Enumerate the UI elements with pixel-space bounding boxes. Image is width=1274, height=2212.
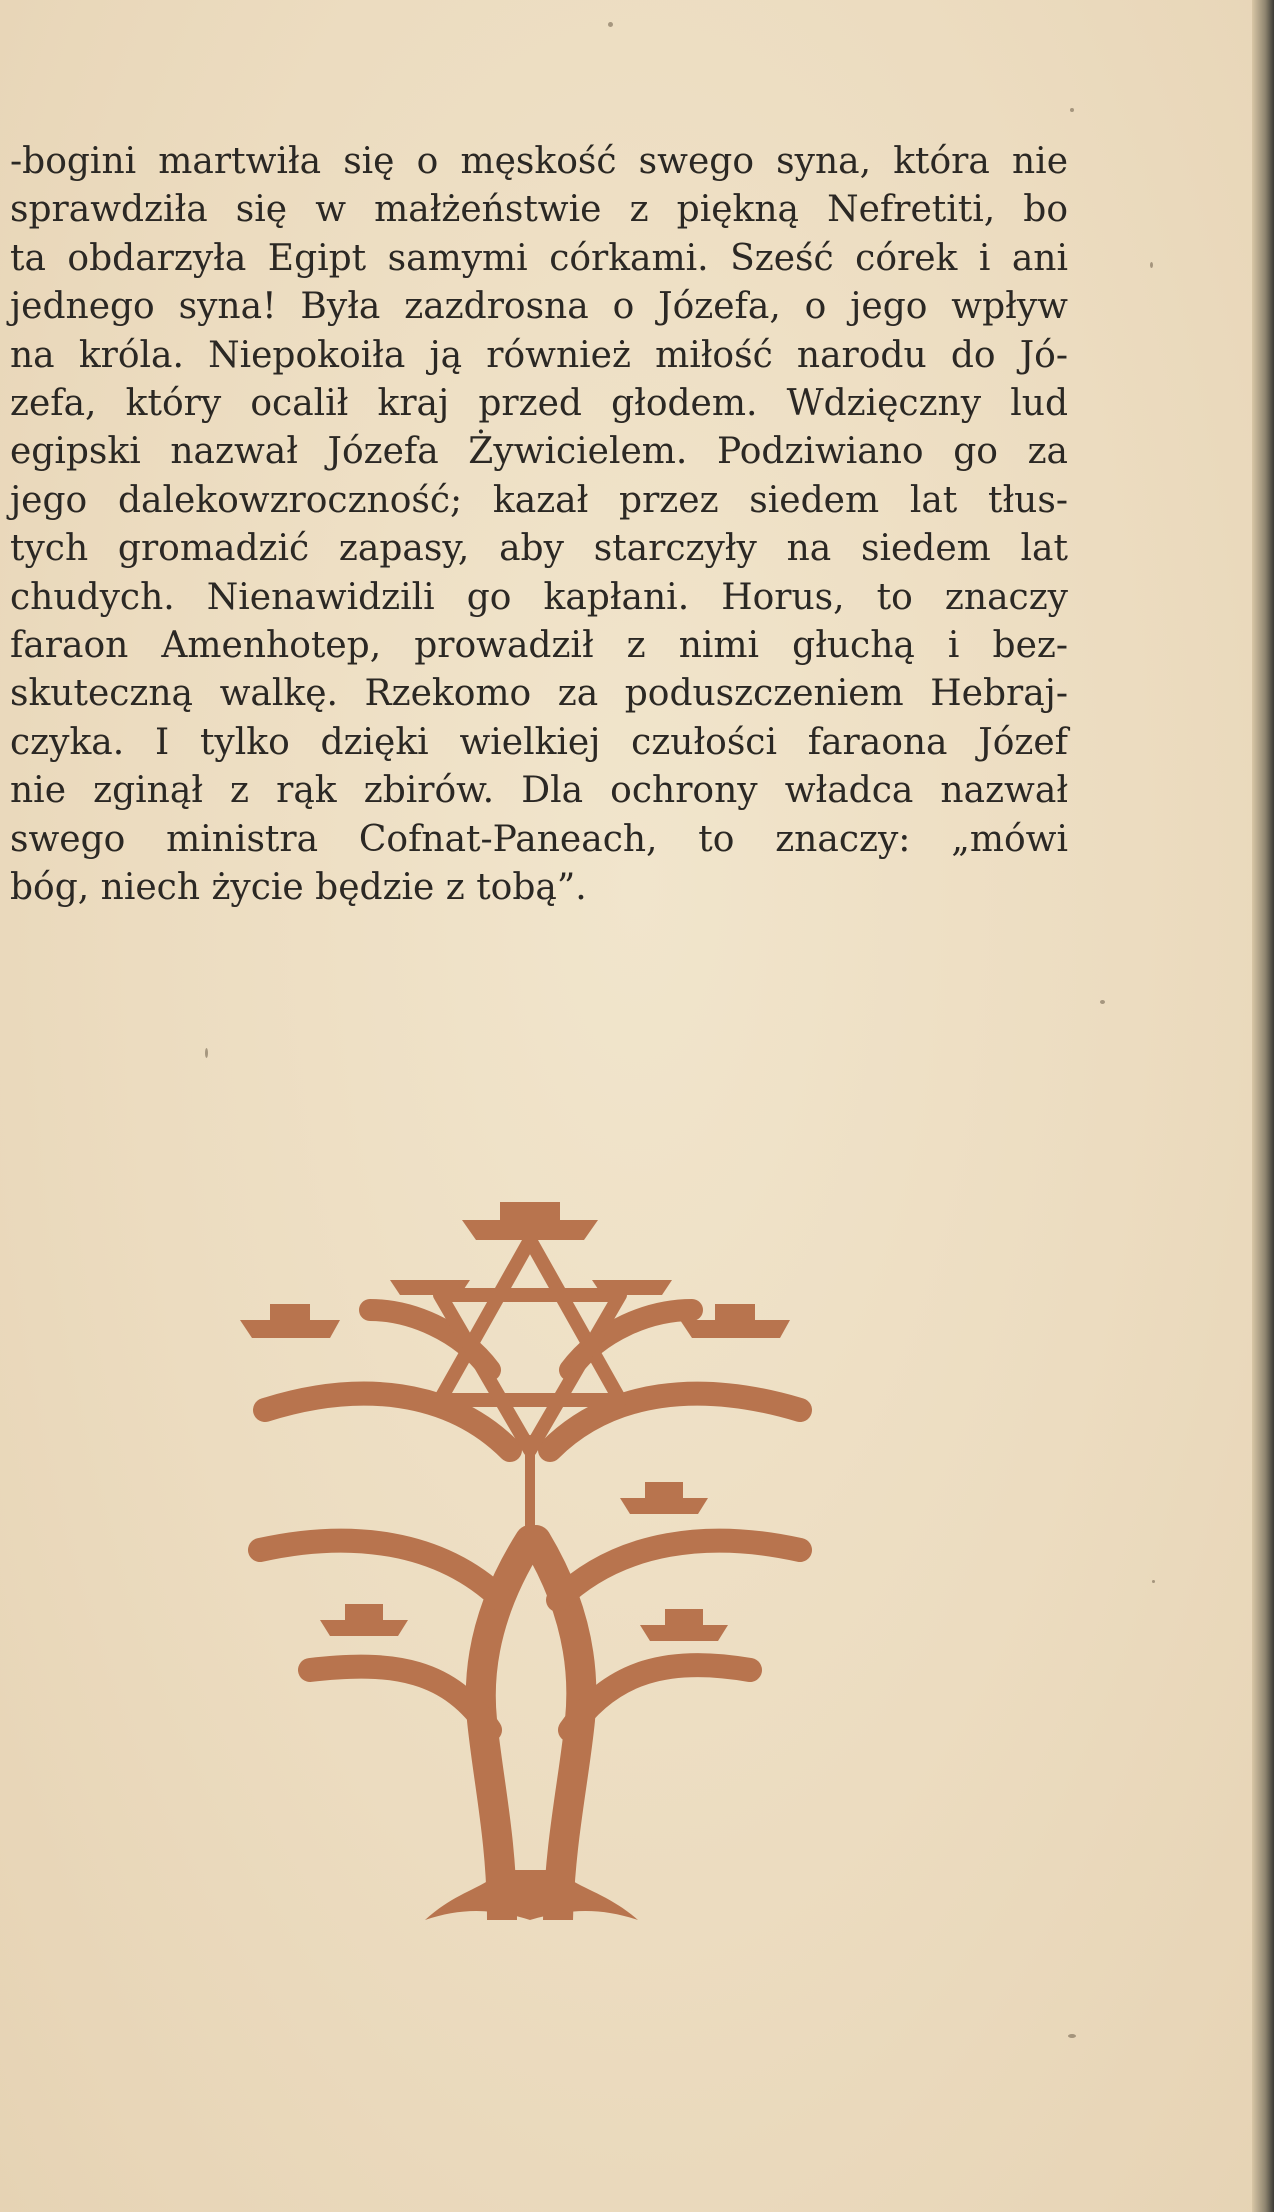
text-line: tych gromadzić zapasy, aby starczyły na siedem lat	[10, 528, 1068, 570]
text-line: -bogini martwiła się o męskość swego syna, która nie	[10, 141, 1068, 182]
text-line: swego ministra Cofnat-Paneach, to znaczy: „mówi	[10, 818, 1068, 860]
text-line: bóg, niech życie będzie z tobą”.	[10, 867, 587, 909]
text-line: sprawdziła się w małżeństwie z piękną Nefretiti, bo	[10, 189, 1068, 231]
paper-speck	[608, 22, 613, 27]
text-line: egipski nazwał Józefa Żywicielem. Podziwiano go za	[10, 431, 1068, 473]
text-line: na króla. Niepokoiła ją również miłość narodu do Jó-	[10, 334, 1068, 376]
page-gutter-edge	[1252, 0, 1274, 2212]
text-line: skuteczną walkę. Rzekomo za poduszczeniem Hebraj-	[10, 673, 1068, 715]
paper-speck	[1150, 262, 1153, 268]
text-line: ta obdarzyła Egipt samymi córkami. Sześć córek i ani	[10, 237, 1068, 279]
body-paragraph	[10, 138, 1068, 913]
paper-speck	[205, 1048, 208, 1058]
text-line: czyka. I tylko dzięki wielkiej czułości faraona Józef	[10, 721, 1068, 763]
text-line: faraon Amenhotep, prowadził z nimi głuchą i bez-	[10, 625, 1068, 667]
text-line: nie zginął z rąk zbirów. Dla ochrony władca nazwał	[10, 770, 1068, 812]
text-line: chudych. Nienawidzili go kapłani. Horus, to znaczy	[10, 576, 1068, 618]
ornament-shape	[240, 1202, 800, 1920]
text-line: jego dalekowzroczność; kazał przez siedem lat tłus-	[10, 479, 1068, 521]
paper-speck	[1152, 1580, 1155, 1583]
text-line: jednego syna! Była zazdrosna o Józefa, o jego wpływ	[10, 286, 1068, 328]
paper-speck	[1070, 108, 1074, 112]
paper-speck	[1068, 2034, 1076, 2038]
paper-speck	[1100, 1000, 1105, 1004]
menorah-tree-ornament	[240, 1080, 830, 1920]
text-line: zefa, który ocalił kraj przed głodem. Wdzięczny lud	[10, 383, 1068, 425]
